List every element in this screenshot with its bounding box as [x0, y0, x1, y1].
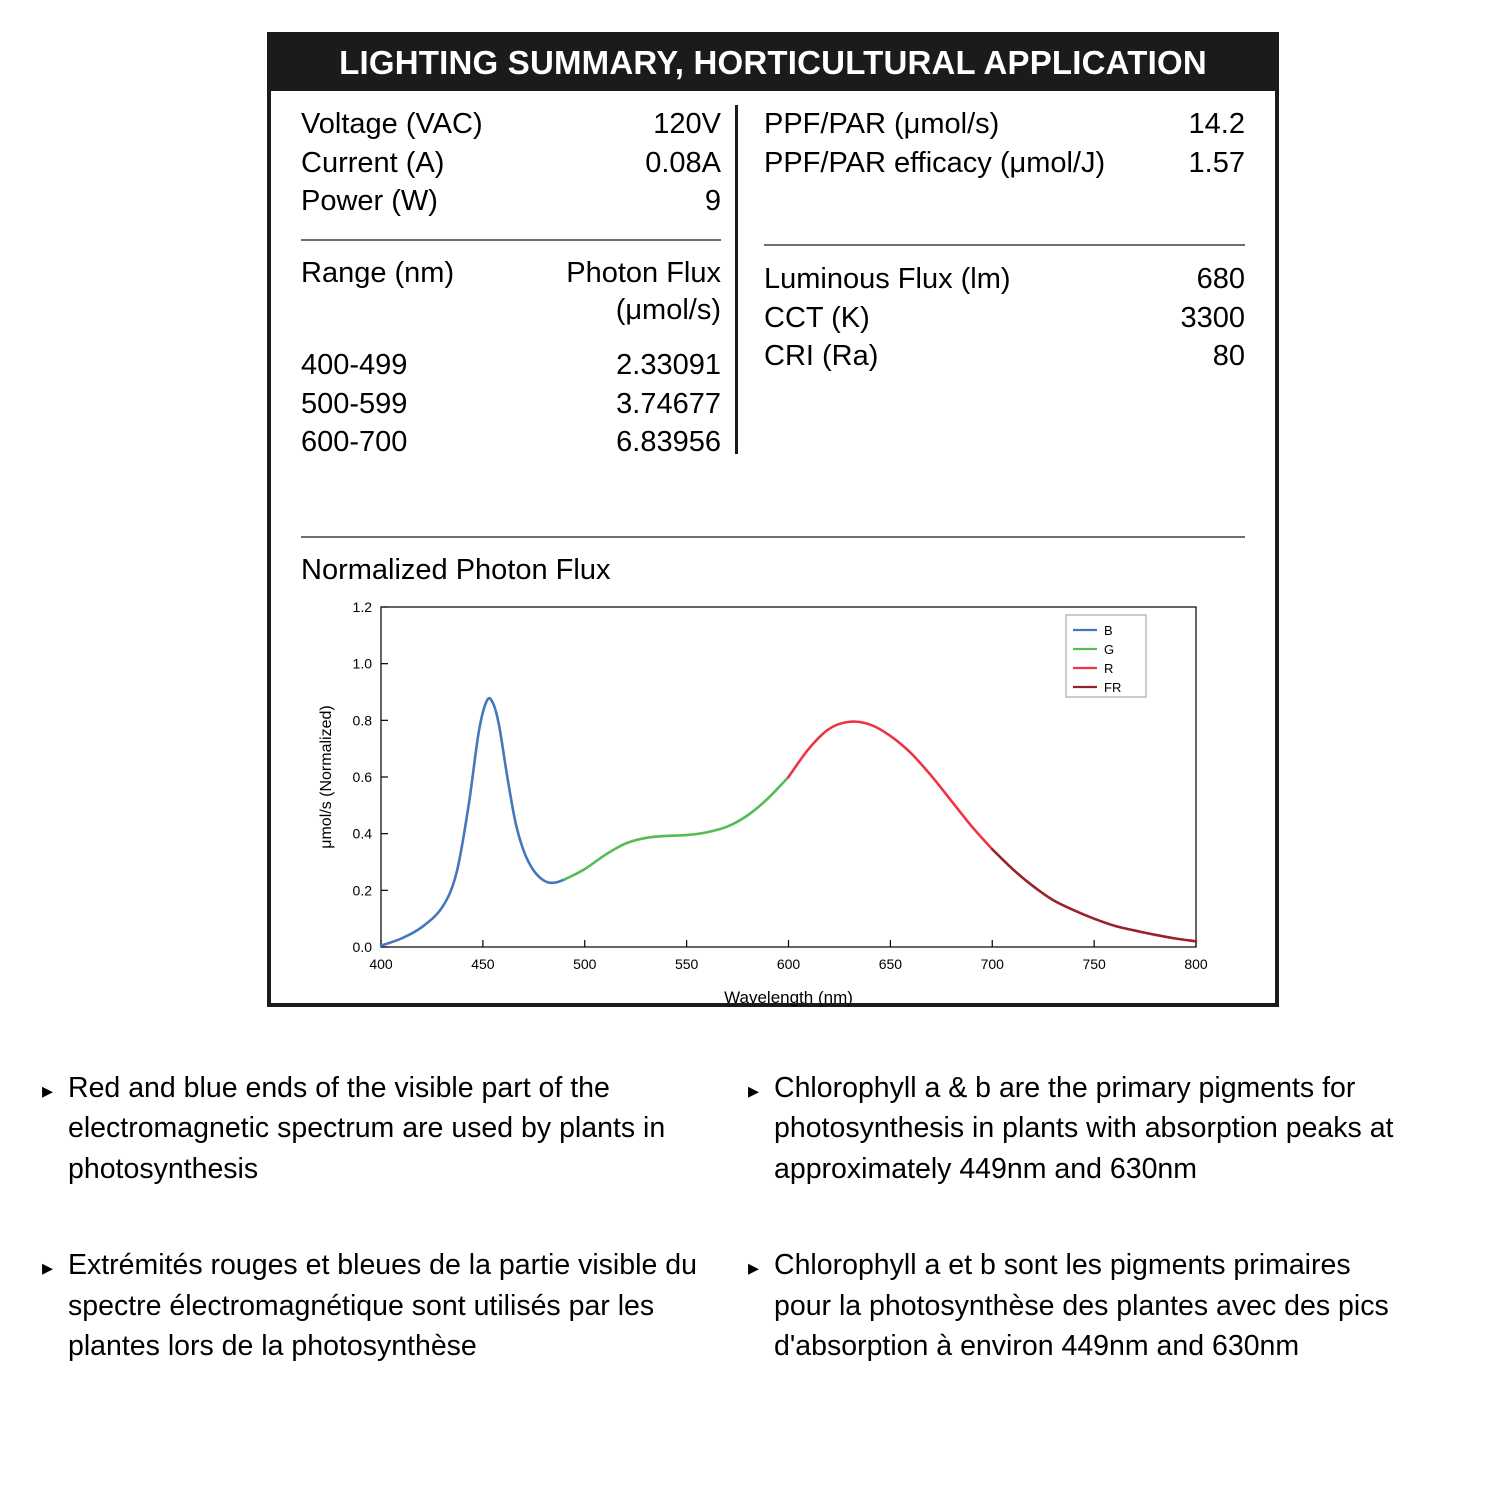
- spec-label: Luminous Flux (lm): [764, 263, 1011, 296]
- y-axis-label: μmol/s (Normalized): [318, 705, 335, 849]
- triangle-bullet-icon: ▸: [42, 1255, 54, 1281]
- y-tick-label: 0.2: [352, 882, 372, 899]
- legend-label-FR: FR: [1104, 680, 1122, 695]
- x-tick-label: 650: [878, 956, 903, 972]
- spectrum-chart-section: [271, 536, 1275, 1017]
- spec-label: Power (W): [301, 185, 438, 218]
- spacer: [301, 330, 721, 346]
- y-tick-label: 0.8: [352, 712, 372, 729]
- x-tick-label: 400: [369, 956, 393, 972]
- range-cell: 600-700: [301, 426, 408, 459]
- spec-label: Current (A): [301, 146, 445, 179]
- triangle-bullet-icon: ▸: [748, 1078, 760, 1103]
- spec-value: 680: [1196, 263, 1245, 296]
- legend-label-G: G: [1104, 642, 1115, 657]
- spec-value: 9: [704, 185, 721, 218]
- range-cell: 400-499: [301, 349, 408, 382]
- x-axis-label: Wavelength (nm): [724, 988, 853, 1007]
- table-row: [301, 346, 721, 385]
- spectrum-chart: [301, 597, 1241, 1017]
- spec-row-cri: [764, 337, 1245, 376]
- divider: [764, 244, 1245, 246]
- spec-row-ppf: [764, 105, 1245, 144]
- x-tick-label: 800: [1184, 956, 1208, 972]
- photon-table-col2-header: Photon Flux: [566, 256, 721, 289]
- triangle-bullet-icon: ▸: [42, 1078, 54, 1103]
- flux-cell: 6.83956: [616, 426, 721, 459]
- y-tick-label: 0.4: [352, 825, 372, 842]
- list-item: [748, 1068, 1400, 1189]
- bullet-column-english-french-right: [700, 1068, 1400, 1423]
- spec-value: 0.08A: [645, 146, 721, 179]
- bullet-notes: [0, 1068, 1500, 1423]
- photon-table-units: (μmol/s): [615, 294, 721, 327]
- y-tick-label: 0.0: [352, 939, 372, 955]
- spec-value: 14.2: [1188, 108, 1245, 140]
- photon-table-header: [301, 255, 721, 293]
- flux-cell: 3.74677: [616, 387, 721, 420]
- bullet-column-english-french-left: [0, 1068, 700, 1423]
- table-row: [301, 423, 721, 462]
- spec-body: [271, 91, 1275, 462]
- range-cell: 500-599: [301, 387, 408, 420]
- chart-title: Normalized Photon Flux: [301, 554, 611, 586]
- spec-value: 120V: [653, 108, 721, 140]
- panel-title: LIGHTING SUMMARY, HORTICULTURAL APPLICATION: [271, 36, 1275, 91]
- list-item: [748, 1245, 1400, 1366]
- photon-table-col1-header: Range (nm): [301, 256, 455, 289]
- triangle-bullet-icon: ▸: [748, 1255, 760, 1281]
- spec-label: PPF/PAR efficacy (μmol/J): [764, 146, 1106, 179]
- x-tick-label: 500: [573, 956, 597, 972]
- divider: [301, 239, 721, 241]
- x-tick-label: 600: [776, 956, 801, 972]
- spec-label: PPF/PAR (μmol/s): [764, 108, 1000, 140]
- bullet-text: Chlorophyll a et b sont les pigments primaires pour la photosynthèse des plantes avec des pics d'absorption à environ 449nm and 630nm: [774, 1249, 1389, 1363]
- bullet-text: Red and blue ends of the visible part of the electromagnetic spectrum are used by plants in photosynthesis: [68, 1072, 666, 1185]
- table-row: [301, 385, 721, 424]
- y-tick-label: 1.2: [352, 599, 372, 615]
- spec-label: CCT (K): [764, 301, 870, 334]
- bullet-text: Extrémités rouges et bleues de la partie visible du spectre électromagnétique sont utilisés par les plantes lors de la photosynthèse: [68, 1249, 697, 1363]
- lighting-summary-panel: [267, 32, 1279, 1007]
- spec-value: 1.57: [1188, 146, 1245, 179]
- spec-row-voltage: [301, 105, 721, 144]
- spec-row-power: [301, 182, 721, 221]
- legend-label-B: B: [1104, 623, 1113, 638]
- flux-cell: 2.33091: [616, 349, 721, 382]
- bullet-text: Chlorophyll a & b are the primary pigments for photosynthesis in plants with absorption peaks at approximately 449nm and 630nm: [774, 1072, 1394, 1185]
- y-tick-label: 1.0: [352, 655, 372, 672]
- spec-value: 3300: [1180, 301, 1245, 334]
- spec-row-current: [301, 144, 721, 183]
- spec-value: 80: [1212, 340, 1245, 373]
- list-item: [42, 1068, 700, 1189]
- x-tick-label: 550: [674, 956, 699, 972]
- spec-label: CRI (Ra): [764, 340, 879, 373]
- spec-column-left: [271, 91, 735, 462]
- chart-svg: [301, 597, 1241, 1017]
- spec-row-ppf-efficacy: [764, 144, 1245, 183]
- spec-row-cct: [764, 299, 1245, 338]
- spec-row-luminous-flux: [764, 260, 1245, 299]
- spec-label: Voltage (VAC): [301, 108, 483, 140]
- list-item: [42, 1245, 700, 1366]
- x-tick-label: 450: [471, 956, 495, 972]
- y-tick-label: 0.6: [352, 769, 372, 785]
- legend-label-R: R: [1104, 661, 1114, 676]
- spec-column-right: [738, 91, 1275, 462]
- x-tick-label: 750: [1082, 956, 1106, 972]
- x-tick-label: 700: [980, 956, 1004, 972]
